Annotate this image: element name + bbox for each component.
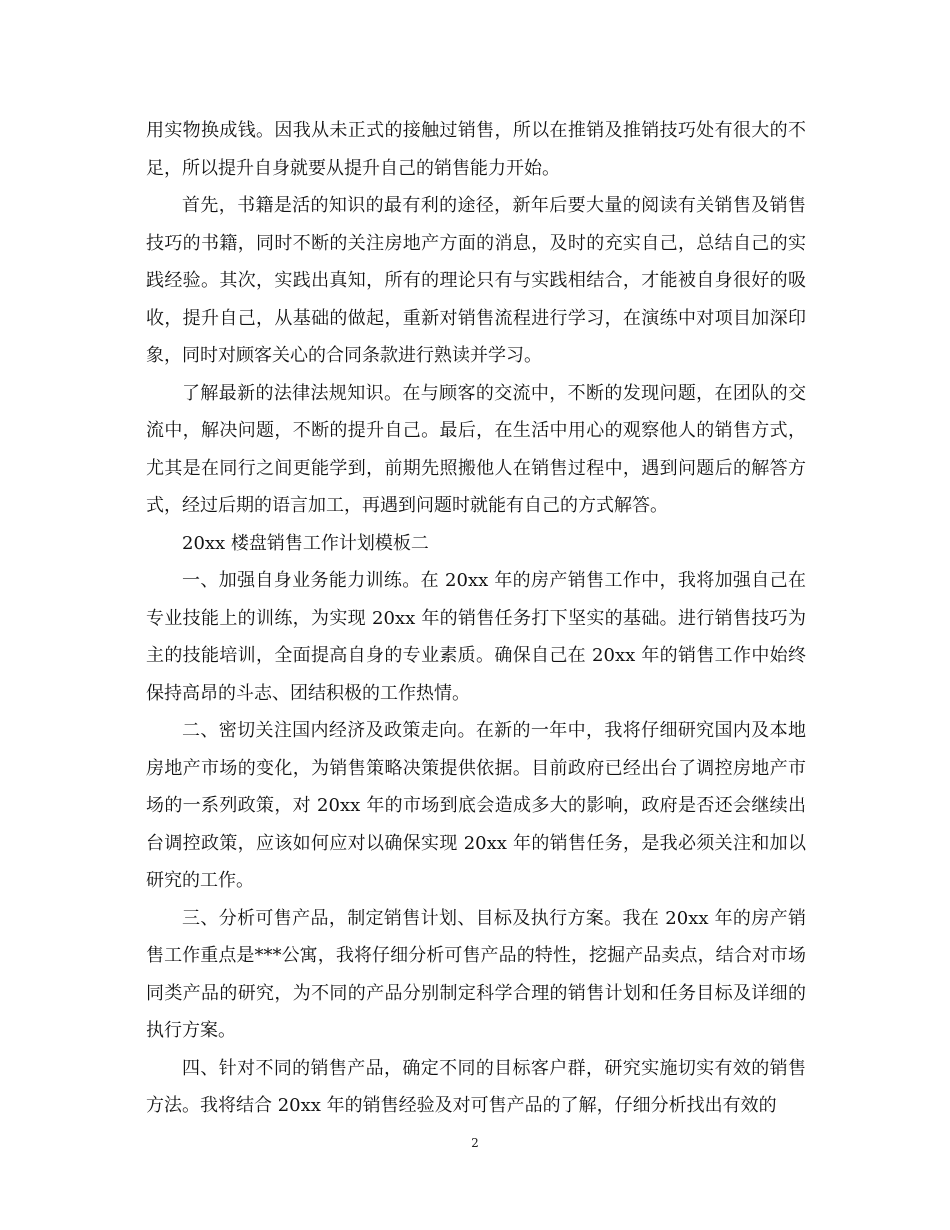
body-paragraph: 用实物换成钱。因我从未正式的接触过销售，所以在推销及推销技巧处有很大的不足，所以提升自身就要从提升自己的销售能力开始。 <box>146 120 806 179</box>
body-paragraph: 一、加强自身业务能力训练。在 20xx 年的房产销售工作中，我将加强自己在专业技能上的训练，为实现 20xx 年的销售任务打下坚实的基础。进行销售技巧为主的技能培训，全面提高自身的专业素质。确保自己在 20xx 年的销售工作中始终保持高昂的斗志、团结积极的工作热情。 <box>146 570 806 704</box>
page-number: 2 <box>471 1136 479 1150</box>
section-heading: 20xx 楼盘销售工作计划模板二 <box>182 532 429 554</box>
document-body <box>146 112 806 1125</box>
body-paragraph: 三、分析可售产品，制定销售计划、目标及执行方案。我在 20xx 年的房产销售工作重点是***公寓，我将仔细分析可售产品的特性，挖掘产品卖点，结合对市场同类产品的研究，为不同的产品分别制定科学合理的销售计划和任务目标及详细的执行方案。 <box>146 907 806 1041</box>
body-paragraph: 二、密切关注国内经济及政策走向。在新的一年中，我将仔细研究国内及本地房地产市场的变化，为销售策略决策提供依据。目前政府已经出台了调控房地产市场的一系列政策，对 20xx 年的市场到底会造成多大的影响，政府是否还会继续出台调控政策，应该如何应对以确保实现 20xx 年的销售任务，是我必须关注和加以研究的工作。 <box>146 720 806 891</box>
body-paragraph: 四、针对不同的销售产品，确定不同的目标客户群，研究实施切实有效的销售方法。我将结合 20xx 年的销售经验及对可售产品的了解，仔细分析找出有效的 <box>146 1057 806 1116</box>
body-paragraph: 了解最新的法律法规知识。在与顾客的交流中，不断的发现问题，在团队的交流中，解决问题，不断的提升自己。最后，在生活中用心的观察他人的销售方式，尤其是在同行之间更能学到，前期先照搬他人在销售过程中，遇到问题后的解答方式，经过后期的语言加工，再遇到问题时就能有自己的方式解答。 <box>146 382 806 516</box>
body-paragraph: 首先，书籍是活的知识的最有利的途径，新年后要大量的阅读有关销售及销售技巧的书籍，同时不断的关注房地产方面的消息，及时的充实自己，总结自己的实践经验。其次，实践出真知，所有的理论只有与实践相结合，才能被自身很好的吸收，提升自己，从基础的做起，重新对销售流程进行学习，在演练中对项目加深印象，同时对顾客关心的合同条款进行熟读并学习。 <box>146 195 806 366</box>
